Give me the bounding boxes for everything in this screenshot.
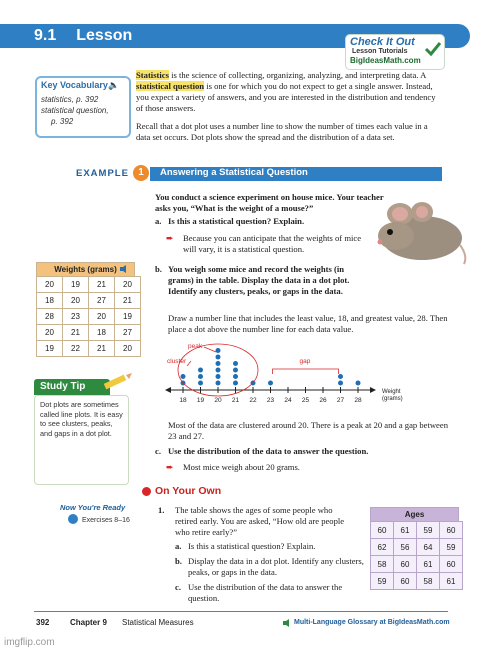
answer-arrow-icon: ➨ — [166, 233, 174, 243]
ages-table-cell: 56 — [394, 539, 417, 556]
footer-divider — [34, 611, 448, 612]
tick-label: 22 — [249, 397, 257, 404]
data-dot — [338, 374, 343, 379]
ages-table-cell: 61 — [440, 573, 463, 590]
answer-arrow-icon: ➨ — [166, 462, 174, 472]
watermark: imgflip.com — [4, 637, 55, 648]
ages-table-cell: 60 — [394, 573, 417, 590]
number-line-arrow — [165, 387, 171, 393]
lesson-title — [34, 27, 152, 45]
oyo-b: Display the data in a dot plot. Identify any clusters, peaks, or gaps in the data. — [188, 556, 364, 577]
intro-text: is one for which you do not expect to get a single answer. Instead, you expect a variety of answers, and you are interested in the distribution and tendency of those answers. — [136, 81, 436, 113]
now-youre-ready-label: Now You're Ready — [60, 503, 126, 512]
after-plot-text: Most of the data are clustered around 20. There is a peak at 20 and a gap between 23 and 27. — [168, 420, 448, 441]
data-dot — [268, 381, 273, 386]
data-dot — [233, 368, 238, 373]
ages-table-cell: 59 — [371, 573, 394, 590]
weights-table-cell: 21 — [63, 325, 89, 341]
question-c-letter: c. — [155, 446, 161, 456]
speaker-icon[interactable] — [119, 264, 129, 274]
study-tip-title: Study Tip — [34, 379, 110, 395]
term-statistical-question: statistical question — [136, 81, 205, 91]
example-title: Answering a Statistical Question — [160, 167, 308, 178]
data-dot — [233, 374, 238, 379]
data-dot — [198, 374, 203, 379]
key-vocabulary-title: Key Vocabulary — [41, 80, 108, 90]
question-a: Is this a statistical question? Explain. — [168, 216, 305, 226]
weights-table-row — [37, 277, 141, 293]
vocab-item: statistical question, — [41, 106, 109, 115]
weights-table-cell: 19 — [115, 309, 141, 325]
vocab-item: statistics, p. 392 — [41, 95, 99, 104]
data-dot — [216, 361, 221, 366]
tick-label: 28 — [354, 397, 362, 404]
answer-b: Draw a number line that includes the least value, 18, and greatest value, 28. Then place a dot above the number line for each data value. — [168, 313, 448, 334]
oyo-c: Use the distribution of the data to answer the question. — [188, 582, 343, 603]
check-it-out-title: Check It Out — [350, 36, 415, 48]
on-your-own-title: On Your Own — [155, 485, 222, 497]
study-tip-text: Dot plots are sometimes called line plots. It is easy to see clusters, peaks, and gaps in a dot plot. — [40, 400, 123, 438]
weights-table-cell: 20 — [37, 277, 63, 293]
vocab-item: p. 392 — [51, 117, 74, 126]
dot-plot — [165, 340, 455, 412]
tick-label: 20 — [214, 397, 222, 404]
ages-table-row — [371, 556, 463, 573]
checkmark-icon — [424, 40, 442, 58]
weights-table-cell: 23 — [63, 309, 89, 325]
page-number: 392 — [36, 618, 50, 627]
weights-table-cell: 20 — [37, 325, 63, 341]
chapter-title: Statistical Measures — [122, 618, 194, 627]
weights-table-cell: 21 — [89, 277, 115, 293]
data-dot — [356, 381, 361, 386]
answer-a: Because you can anticipate that the weights of mice will vary, it is a statistical question. — [183, 233, 362, 254]
question-c: Use the distribution of the data to answer the question. — [168, 446, 369, 456]
weights-table-row — [37, 309, 141, 325]
number-line-arrow — [370, 387, 376, 393]
example-intro: You conduct a science experiment on house mice. Your teacher asks you, “What is the weight of a mouse?” — [155, 192, 384, 213]
arrow-right-icon — [68, 514, 78, 524]
weights-table-cell: 19 — [63, 277, 89, 293]
data-dot — [198, 368, 203, 373]
weights-table-cell: 22 — [63, 341, 89, 357]
tick-label: 19 — [196, 397, 205, 404]
example-label: EXAMPLE — [76, 168, 129, 179]
data-dot — [233, 361, 238, 366]
chapter-label: Chapter 9 — [70, 618, 107, 627]
axis-title: Weight — [382, 389, 401, 395]
ages-table-cell: 60 — [440, 556, 463, 573]
weights-table-cell: 20 — [63, 293, 89, 309]
data-dot — [216, 368, 221, 373]
speaker-icon[interactable] — [282, 618, 292, 628]
weights-table-cell: 20 — [89, 309, 115, 325]
peak-label: peak — [188, 343, 203, 350]
lesson-label: Lesson — [76, 27, 133, 44]
data-dot — [181, 374, 186, 379]
intro-paragraph-2: Recall that a dot plot uses a number line to show the number of times each value in a data set occurs. Dot plots show the spread and the distribution of a data set. — [136, 121, 428, 142]
ages-table-cell: 60 — [440, 522, 463, 539]
weights-table-cell: 21 — [115, 293, 141, 309]
mouse-image — [360, 190, 470, 265]
term-statistics: Statistics — [136, 70, 169, 80]
on-your-own-icon — [142, 487, 151, 496]
ages-table-cell: 60 — [394, 556, 417, 573]
pencil-icon — [100, 372, 134, 392]
oyo-a-letter: a. — [175, 541, 182, 551]
weights-table — [36, 276, 141, 357]
gap-label: gap — [299, 358, 311, 365]
tick-label: 21 — [231, 397, 240, 404]
weights-table-cell: 28 — [37, 309, 63, 325]
weights-table-cell: 27 — [89, 293, 115, 309]
weights-table-cell: 21 — [89, 341, 115, 357]
intro-text: is the science of collecting, organizing, analyzing, and interpreting data. A — [168, 70, 426, 80]
tick-label: 26 — [319, 397, 327, 404]
speaker-icon[interactable]: 🔈 — [108, 80, 120, 90]
example-number: 1 — [133, 165, 149, 181]
data-dot — [216, 348, 221, 353]
ages-table-cell: 61 — [394, 522, 417, 539]
question-a-letter: a. — [155, 216, 162, 226]
question-b-letter: b. — [155, 264, 162, 274]
weights-table-cell: 20 — [115, 341, 141, 357]
exercises-label[interactable]: Exercises 8–16 — [82, 517, 130, 524]
data-dot — [198, 381, 203, 386]
intro-paragraph-1 — [136, 70, 444, 114]
check-it-out-url[interactable]: BigIdeasMath.com — [350, 56, 421, 65]
weights-table-row — [37, 341, 141, 357]
peak-pointer — [204, 347, 216, 352]
weights-table-cell: 18 — [37, 293, 63, 309]
question-b: You weigh some mice and record the weights (in grams) in the table. Display the data in a dot plot. Identify any clusters, peaks, or gaps in the data. — [168, 264, 350, 296]
ages-table-cell: 61 — [417, 556, 440, 573]
ages-table-cell: 62 — [371, 539, 394, 556]
data-dot — [216, 374, 221, 379]
ages-table-cell: 58 — [417, 573, 440, 590]
oyo-b-letter: b. — [175, 556, 182, 566]
tick-label: 25 — [301, 397, 310, 404]
weights-table-cell: 18 — [89, 325, 115, 341]
tick-label: 18 — [179, 397, 187, 404]
ages-table-cell: 64 — [417, 539, 440, 556]
weights-table-cell: 27 — [115, 325, 141, 341]
data-dot — [216, 381, 221, 386]
oyo-c-letter: c. — [175, 582, 181, 592]
weights-table-row — [37, 293, 141, 309]
ages-table-cell: 60 — [371, 522, 394, 539]
lesson-number: 9.1 — [34, 27, 57, 44]
ages-table — [370, 521, 463, 590]
ages-table-cell: 59 — [417, 522, 440, 539]
answer-c: Most mice weigh about 20 grams. — [183, 462, 300, 472]
ages-table-cell: 58 — [371, 556, 394, 573]
tick-label: 27 — [336, 397, 345, 404]
cluster-label: cluster — [167, 358, 187, 365]
ages-table-row — [371, 539, 463, 556]
check-it-out-subtitle: Lesson Tutorials — [352, 48, 408, 55]
axis-title: (grams) — [382, 396, 403, 402]
ages-table-row — [371, 522, 463, 539]
glossary-link[interactable]: Multi-Language Glossary at BigIdeasMath.com — [294, 619, 450, 626]
oyo-text: The table shows the ages of some people who retired early. You are asked, “How old are people who retire early?” — [175, 505, 345, 537]
ages-table-row — [371, 573, 463, 590]
oyo-number: 1. — [158, 505, 165, 515]
ages-table-cell: 59 — [440, 539, 463, 556]
tick-label: 23 — [266, 397, 275, 404]
weights-table-cell: 20 — [115, 277, 141, 293]
data-dot — [233, 381, 238, 386]
weights-table-row — [37, 325, 141, 341]
data-dot — [338, 381, 343, 386]
cluster-pointer — [187, 361, 191, 366]
data-dot — [216, 355, 221, 360]
tick-label: 24 — [284, 397, 292, 404]
gap-bracket — [273, 369, 339, 374]
weights-table-title: Weights (grams) — [36, 262, 135, 277]
ages-table-title: Ages — [370, 507, 459, 522]
oyo-a: Is this a statistical question? Explain. — [188, 541, 316, 551]
weights-table-cell: 19 — [37, 341, 63, 357]
